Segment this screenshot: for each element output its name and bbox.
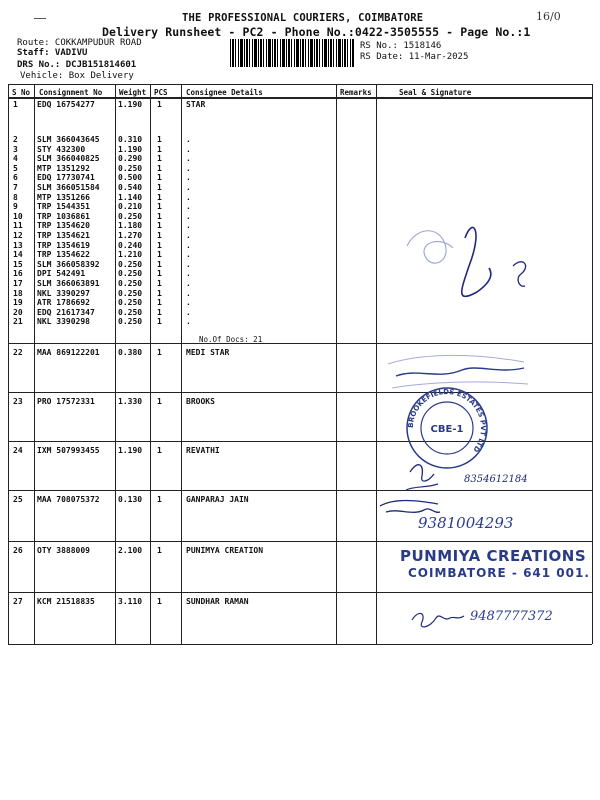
sno-cell: 26 xyxy=(13,546,23,555)
consignment-cell: EDQ 16754277 xyxy=(37,100,95,109)
consignee-cell: . xyxy=(186,221,191,231)
no-of-docs: No.Of Docs: 21 xyxy=(199,335,263,344)
consignee-cell: . xyxy=(186,202,191,212)
row-separator xyxy=(8,592,592,593)
handwritten-page-note: 16/0 xyxy=(536,10,561,23)
col-weight: Weight xyxy=(119,88,147,97)
vehicle-line: Vehicle: Box Delivery xyxy=(20,71,134,81)
sno-cell: 7 xyxy=(13,183,18,192)
pcs-cell: 1 xyxy=(157,317,162,327)
consignee-cell: REVATHI xyxy=(186,446,220,455)
weight-cell: 1.330 xyxy=(118,397,143,406)
consignment-cell: MAA 869122201 xyxy=(37,348,100,357)
weight-cell: 0.310 xyxy=(118,135,143,144)
weight-cell: 0.250 xyxy=(118,259,143,269)
pcs-cell: 1 xyxy=(157,597,162,606)
runsheet-title: Delivery Runsheet - PC2 - Phone No.:0422-3505555 - Page No.:1 xyxy=(102,25,531,39)
pcs-cell: 1 xyxy=(157,163,162,173)
pcs-cell: 1 xyxy=(157,202,162,212)
consignment-cell: TRP 1544351 xyxy=(37,202,90,212)
sno-cell: 9 xyxy=(13,202,18,212)
signature-scribble-1 xyxy=(395,208,535,313)
weight-cell: 0.250 xyxy=(118,317,143,327)
sno-cell: 19 xyxy=(13,298,23,308)
weight-cell: 0.250 xyxy=(118,211,143,221)
consignee-cell: PUNIMYA CREATION xyxy=(186,546,264,555)
weight-cell: 0.210 xyxy=(118,202,143,212)
pcs-cell: 1 xyxy=(157,288,162,298)
weight-cell: 0.250 xyxy=(118,307,143,317)
sno-cell: 17 xyxy=(13,279,23,288)
row-separator xyxy=(8,541,592,542)
sno-cell: 20 xyxy=(13,307,23,317)
sno-cell: 23 xyxy=(13,397,23,406)
pcs-cell: 1 xyxy=(157,100,162,109)
sno-cell: 27 xyxy=(13,597,23,606)
weight-cell: 0.240 xyxy=(118,240,143,250)
rs-number: RS No.: 1518146 xyxy=(360,41,442,51)
rs-date: RS Date: 11-Mar-2025 xyxy=(360,52,469,62)
drs-line: DRS No.: DCJB151814601 xyxy=(17,60,137,70)
weight-cell: 1.190 xyxy=(118,144,143,154)
pcs-cell: 1 xyxy=(157,183,162,192)
column-rule xyxy=(115,84,116,644)
sno-cell: 14 xyxy=(13,250,23,260)
consignee-cell: . xyxy=(186,173,191,183)
consignee-cell: STAR xyxy=(186,100,206,109)
weight-cell: 0.250 xyxy=(118,298,143,308)
consignment-cell: SLM 366063891 xyxy=(37,279,100,288)
consignee-cell: . xyxy=(186,259,191,269)
consignment-cell: IXM 507993455 xyxy=(37,446,100,455)
consignee-cell: . xyxy=(186,163,191,173)
consignment-cell: ATR 1786692 xyxy=(37,298,90,308)
consignment-cell: NKL 3390298 xyxy=(37,317,90,327)
pcs-cell: 1 xyxy=(157,546,162,555)
consignee-cell: . xyxy=(186,288,191,298)
consignment-cell: MAA 708075372 xyxy=(37,495,100,504)
consignee-cell: BROOKS xyxy=(186,397,215,406)
stamp-center-text: CBE-1 xyxy=(430,424,464,435)
col-remarks: Remarks xyxy=(340,88,372,97)
pcs-cell: 1 xyxy=(157,144,162,154)
weight-cell: 3.110 xyxy=(118,597,143,606)
col-consignment: Consignment No xyxy=(39,88,103,97)
consignment-cell: TRP 1354620 xyxy=(37,221,90,231)
header-top-rule xyxy=(8,84,592,85)
pcs-cell: 1 xyxy=(157,135,162,144)
stamp-ring-text: BROOKEFIELDS ESTATES PVT LTD xyxy=(406,387,488,454)
consignee-cell: . xyxy=(186,135,191,144)
sno-cell: 2 xyxy=(13,135,18,144)
sno-cell: 4 xyxy=(13,154,18,164)
sno-cell: 3 xyxy=(13,144,18,154)
consignment-cell: PRO 17572331 xyxy=(37,397,95,406)
pcs-cell: 1 xyxy=(157,259,162,269)
pcs-cell: 1 xyxy=(157,397,162,406)
sno-cell: 24 xyxy=(13,446,23,455)
column-rule xyxy=(336,84,337,644)
weight-cell: 0.250 xyxy=(118,279,143,288)
consignee-cell: . xyxy=(186,298,191,308)
consignment-cell: OTY 3888009 xyxy=(37,546,90,555)
column-rule xyxy=(376,84,377,644)
col-sno: S No xyxy=(12,88,31,97)
consignee-cell: . xyxy=(186,183,191,192)
pcs-cell: 1 xyxy=(157,298,162,308)
ganparaj-phone: 9381004293 xyxy=(418,514,514,532)
weight-cell: 2.100 xyxy=(118,546,143,555)
consignment-cell: DPI 542491 xyxy=(37,269,86,279)
consignment-cell: TRP 1036861 xyxy=(37,211,90,221)
consignment-cell: EDQ 17730741 xyxy=(37,173,95,183)
column-rule xyxy=(592,84,593,644)
consignment-cell: EDQ 21617347 xyxy=(37,307,95,317)
consignment-cell: MTP 1351266 xyxy=(37,192,90,202)
consignee-cell: . xyxy=(186,317,191,327)
consignment-cell: SLM 366040825 xyxy=(37,154,100,164)
column-rule xyxy=(8,84,9,644)
svg-text:BROOKEFIELDS ESTATES PVT LTD xyxy=(407,388,487,454)
sno-cell: 12 xyxy=(13,231,23,240)
weight-cell: 0.540 xyxy=(118,183,143,192)
row-separator xyxy=(8,343,592,344)
col-seal: Seal & Signature xyxy=(399,88,472,97)
consignee-cell: . xyxy=(186,269,191,279)
consignee-cell: . xyxy=(186,211,191,221)
weight-cell: 0.380 xyxy=(118,348,143,357)
pcs-cell: 1 xyxy=(157,348,162,357)
consignment-cell: SLM 366043645 xyxy=(37,135,100,144)
weight-cell: 1.180 xyxy=(118,221,143,231)
pcs-cell: 1 xyxy=(157,192,162,202)
weight-cell: 0.250 xyxy=(118,288,143,298)
sno-cell: 11 xyxy=(13,221,23,231)
sno-cell: 13 xyxy=(13,240,23,250)
company-name: THE PROFESSIONAL COURIERS, COIMBATORE xyxy=(182,12,424,24)
pcs-cell: 1 xyxy=(157,307,162,317)
consignee-cell: SUNDHAR RAMAN xyxy=(186,597,249,606)
consignment-cell: KCM 21518835 xyxy=(37,597,95,606)
weight-cell: 0.290 xyxy=(118,154,143,164)
consignment-cell: MTP 1351292 xyxy=(37,163,90,173)
consignment-cell: SLM 366058392 xyxy=(37,259,100,269)
pcs-cell: 1 xyxy=(157,495,162,504)
pcs-cell: 1 xyxy=(157,269,162,279)
pcs-cell: 1 xyxy=(157,221,162,231)
consignment-cell: NKL 3390297 xyxy=(37,288,90,298)
weight-cell: 1.210 xyxy=(118,250,143,260)
staff-line: Staff: VADIVU xyxy=(17,48,88,58)
barcode xyxy=(230,39,354,67)
consignee-cell: . xyxy=(186,144,191,154)
sno-cell: 22 xyxy=(13,348,23,357)
sundhar-phone: 9487777372 xyxy=(470,609,553,624)
pcs-cell: 1 xyxy=(157,211,162,221)
column-rule xyxy=(181,84,182,644)
pcs-cell: 1 xyxy=(157,154,162,164)
sno-cell: 15 xyxy=(13,259,23,269)
consignee-cell: . xyxy=(186,192,191,202)
medistar-stamp-faint xyxy=(378,346,538,394)
sno-cell: 16 xyxy=(13,269,23,279)
pcs-cell: 1 xyxy=(157,173,162,183)
sno-cell: 25 xyxy=(13,495,23,504)
sno-cell: 18 xyxy=(13,288,23,298)
weight-cell: 1.190 xyxy=(118,446,143,455)
weight-cell: 0.250 xyxy=(118,269,143,279)
weight-cell: 0.250 xyxy=(118,163,143,173)
weight-cell: 1.190 xyxy=(118,100,143,109)
revathi-note: 8354612184 xyxy=(464,474,528,485)
col-pcs: PCS xyxy=(154,88,168,97)
sno-cell: 21 xyxy=(13,317,23,327)
column-rule xyxy=(34,84,35,644)
consignment-cell: TRP 1354621 xyxy=(37,231,90,240)
col-consignee: Consignee Details xyxy=(186,88,263,97)
consignment-cell: STY 432300 xyxy=(37,144,86,154)
pcs-cell: 1 xyxy=(157,279,162,288)
sno-cell: 5 xyxy=(13,163,18,173)
pcs-cell: 1 xyxy=(157,250,162,260)
sno-cell: 10 xyxy=(13,211,23,221)
consignee-cell: . xyxy=(186,307,191,317)
sno-cell: 8 xyxy=(13,192,18,202)
punmiya-stamp: PUNMIYA CREATIONS xyxy=(400,547,587,565)
pcs-cell: 1 xyxy=(157,240,162,250)
pcs-cell: 1 xyxy=(157,446,162,455)
weight-cell: 0.130 xyxy=(118,495,143,504)
route-line: Route: COKKAMPUDUR ROAD xyxy=(17,38,142,48)
row-separator xyxy=(8,644,592,645)
consignment-cell: TRP 1354622 xyxy=(37,250,90,260)
punmiya-stamp-address: COIMBATORE - 641 001. xyxy=(408,566,590,580)
consignment-cell: SLM 366051584 xyxy=(37,183,100,192)
sno-cell: 1 xyxy=(13,100,18,109)
sno-cell: 6 xyxy=(13,173,18,183)
weight-cell: 1.270 xyxy=(118,231,143,240)
row-separator xyxy=(8,98,592,99)
weight-cell: 1.140 xyxy=(118,192,143,202)
weight-cell: 0.500 xyxy=(118,173,143,183)
column-rule xyxy=(150,84,151,644)
consignee-cell: . xyxy=(186,154,191,164)
consignee-cell: . xyxy=(186,279,191,288)
consignee-cell: MEDI STAR xyxy=(186,348,230,357)
pcs-cell: 1 xyxy=(157,231,162,240)
scan-mark xyxy=(34,18,46,19)
sundhar-signature xyxy=(408,604,468,634)
consignee-cell: . xyxy=(186,231,191,240)
consignee-cell: GANPARAJ JAIN xyxy=(186,495,249,504)
consignee-cell: . xyxy=(186,240,191,250)
consignment-cell: TRP 1354619 xyxy=(37,240,90,250)
consignee-cell: . xyxy=(186,250,191,260)
